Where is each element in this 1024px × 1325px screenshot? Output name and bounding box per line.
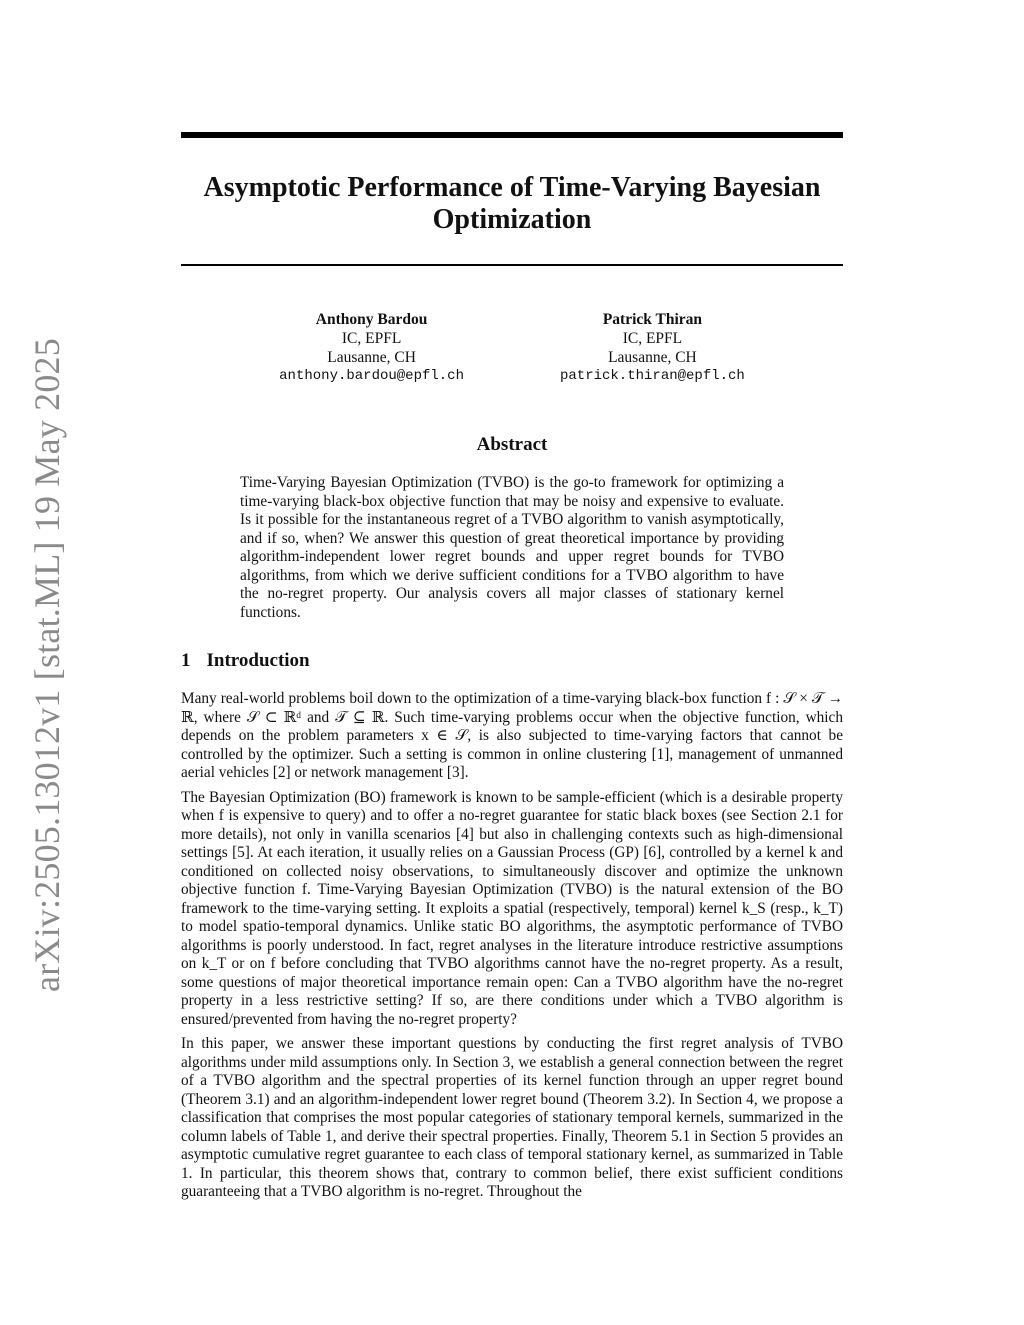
section-title: Introduction (206, 650, 310, 671)
author-block (181, 310, 843, 386)
author-affiliation: IC, EPFL (341, 330, 402, 347)
paper-page (181, 132, 843, 1202)
author-affiliation: IC, EPFL (622, 330, 683, 347)
intro-paragraph-3: In this paper, we answer these important questions by conducting the first regret analysis of TVBO algorithms under mild assumptions only. In Section 3, we establish a general connection between the regret of a TVBO algorithm and the spectral properties of its kernel function through an upper regret bound (Theorem 3.1) and an algorithm-independent lower regret bound (Theorem 3.2). In Section 4, we propose a classification that comprises the most popular categories of stationary temporal kernels, summarized in the column labels of Table 1, and derive their spectral properties. Finally, Theorem 5.1 in Section 5 provides an asymptotic cumulative regret guarantee to each class of temporal stationary kernel, as summarized in Table 1. In particular, this theorem shows that, contrary to common belief, there exist sufficient conditions guaranteeing that a TVBO algorithm is no-regret. Throughout the (181, 1035, 843, 1200)
intro-paragraph-2: The Bayesian Optimization (BO) framework is known to be sample-efficient (which is a desirable property when f is expensive to query) and to offer a no-regret guarantee for static black boxes (see Section 2.1 for more details), not only in vanilla scenarios [4] but also in challenging contexts such as high-dimensional settings [5]. At each iteration, it usually relies on a Gaussian Process (GP) [6], controlled by a kernel k and conditioned on collected noisy observations, to simultaneously discover and optimize the unknown objective function f. Time-Varying Bayesian Optimization (TVBO) is the natural extension of the BO framework to the time-varying setting. It exploits a spatial (respectively, temporal) kernel k_S (resp., k_T) to model spatio-temporal dynamics. Unlike static BO algorithms, the asymptotic performance of TVBO algorithms is poorly understood. In fact, regret analyses in the literature introduce restrictive assumptions on k_T or on f before concluding that TVBO algorithms cannot have the no-regret property. As a result, some questions of major theoretical importance remain open: Can a TVBO algorithm have the no-regret property in a less restrictive setting? If so, are there conditions under which a TVBO algorithm is ensured/prevented from having the no-regret property? (181, 788, 843, 1028)
abstract-heading: Abstract (476, 434, 548, 455)
author-email[interactable]: patrick.thiran@epfl.ch (560, 368, 745, 384)
title-rule-bottom (181, 264, 843, 266)
section-heading (181, 650, 843, 672)
title-rule-top (181, 132, 843, 138)
paper-title (181, 172, 843, 236)
arxiv-identifier (20, 338, 74, 992)
author-name: Anthony Bardou (315, 311, 428, 328)
abstract-text: Time-Varying Bayesian Optimization (TVBO) is the go-to framework for optimizing a time-varying black-box objective function that may be noisy and expensive to evaluate. Is it possible for the instantaneous regret of a TVBO algorithm to vanish asymptotically, and if so, when? We answer this question of great theoretical importance by providing algorithm-independent lower regret bounds and upper regret bounds for TVBO algorithms, from which we derive sufficient conditions for a TVBO algorithm to have the no-regret property. Our analysis covers all major classes of stationary kernel functions. (240, 474, 784, 621)
title-line-1: Asymptotic Performance of Time-Varying Bayesian (203, 172, 821, 203)
author-2 (560, 310, 745, 386)
author-city: Lausanne, CH (327, 349, 416, 366)
title-line-2: Optimization (432, 204, 592, 235)
author-name: Patrick Thiran (602, 311, 703, 328)
section-number: 1 (181, 650, 191, 671)
author-city: Lausanne, CH (608, 349, 697, 366)
intro-paragraph-1: Many real-world problems boil down to the optimization of a time-varying black-box function f : 𝒮 × 𝒯 → ℝ, where 𝒮 ⊂ ℝᵈ and 𝒯 ⊆ ℝ. Such time-varying problems occur when the objective function, which depends on the problem parameters x ∈ 𝒮, is also subjected to time-varying factors that cannot be controlled by the optimizer. Such a setting is common in online clustering [1], management of unmanned aerial vehicles [2] or network management [3]. (181, 690, 843, 781)
author-1 (279, 310, 464, 386)
arxiv-identifier-text: arXiv:2505.13012v1 [stat.ML] 19 May 2025 (27, 338, 67, 992)
author-email[interactable]: anthony.bardou@epfl.ch (279, 368, 464, 384)
